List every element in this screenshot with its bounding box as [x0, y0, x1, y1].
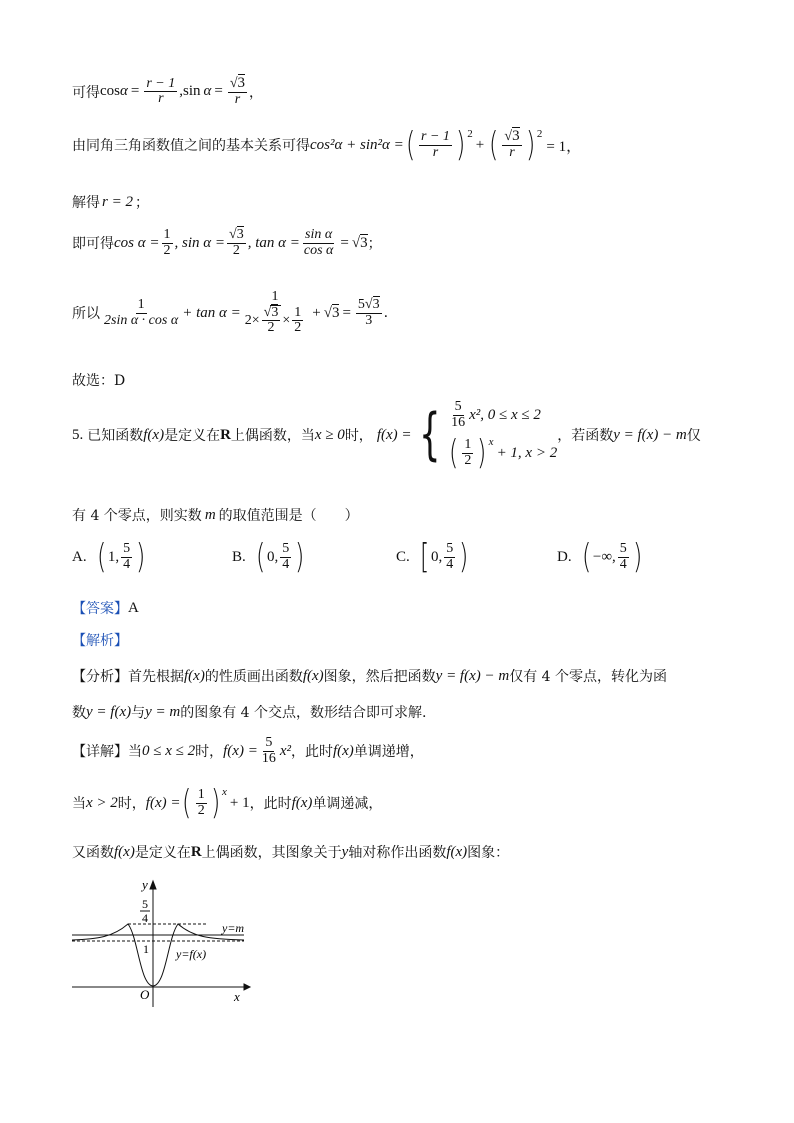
option-b[interactable]: [232, 537, 307, 577]
text: 可得: [72, 84, 100, 101]
math: =: [214, 83, 223, 100]
text: 轴对称作出函数: [348, 845, 447, 861]
piecewise: $\frac{5}{16}$ x², 0 ≤ x ≤ 2 ( $\frac{1}{2}$ ) $^x$ + 1, x > 2: [449, 399, 558, 474]
math: y = f(x) − m: [613, 426, 687, 443]
fraction: $\frac{\text{sin α}}{\text{cos α}}$: [303, 227, 334, 258]
math: R: [190, 843, 202, 860]
question-5-cont: [72, 505, 359, 525]
fraction: $\frac{r - 1}{r}$: [421, 128, 450, 160]
math: f(x): [291, 794, 313, 811]
option-label: B.: [232, 548, 246, 565]
text: 是定义在: [134, 845, 191, 861]
text: 又函数: [72, 845, 114, 861]
math: f(x): [114, 843, 135, 860]
math: x ≥ 0: [314, 426, 345, 443]
math: f(x) =: [223, 742, 258, 759]
fraction: $\frac{5}{4}$: [619, 540, 627, 572]
text: 的取值范围是（ ）: [218, 508, 359, 524]
option-label: D.: [557, 548, 572, 565]
text: 图象，然后把函数: [323, 669, 436, 685]
fraction: 1 2× $\frac{√3}{2}$ × $\frac{1}{2}$: [244, 289, 302, 336]
text: 解得: [72, 195, 100, 211]
answer-line: [72, 598, 139, 618]
text: 的图象有 4 个交点，数形结合即可求解.: [180, 705, 427, 721]
text: 单调递减，: [312, 796, 383, 812]
math: =: [130, 83, 140, 100]
math: y: [341, 843, 349, 860]
answer-value: A: [128, 599, 139, 616]
text: 数: [72, 705, 86, 721]
text: ，此时: [249, 796, 292, 812]
math: x > 2: [86, 794, 118, 811]
math: sin: [183, 83, 201, 100]
text: ；: [134, 195, 149, 211]
text: 即可得: [72, 236, 114, 253]
text: 所以: [72, 306, 100, 323]
math: f(x): [302, 667, 324, 684]
option-label: C.: [396, 548, 410, 565]
bracket: (: [255, 537, 266, 577]
bracket: ): [632, 537, 643, 577]
line-result: 所以 $\frac{1}{\text{2sin α · cos α}}$ + tan α = 1 2× $\frac{√3}{2}$ × $\frac{1}{2}$ + √3 = $\frac{5√3}{3}$ .: [72, 289, 389, 336]
math: f(x) =: [376, 426, 412, 443]
fraction: $\frac{5}{4}$: [446, 540, 454, 572]
bracket: ): [136, 537, 146, 577]
math: 0,: [267, 548, 279, 565]
label-y-fx: y=f(x): [176, 947, 207, 961]
math: , tan α =: [247, 234, 300, 251]
text: 图象：: [467, 845, 510, 861]
text: 当: [128, 744, 142, 761]
origin-label: O: [140, 987, 150, 1002]
math: ,: [179, 83, 183, 100]
text: 上偶函数，当: [230, 428, 315, 445]
line-values: 即可得 cos α = $\frac{1}{2}$ , sin α = $\frac{√3}{2}$ , tan α = $\frac{\text{sin α}}{\text{cos α}}$ = √3 ；: [72, 227, 382, 258]
option-a[interactable]: [72, 537, 147, 577]
text: 时，: [195, 744, 224, 761]
bracket: (: [96, 537, 106, 577]
text: 时，: [117, 796, 146, 812]
label-y-m: y=m: [222, 921, 245, 935]
math: =: [342, 304, 351, 321]
text: ，此时: [290, 744, 333, 761]
tick-4: 4: [142, 911, 148, 925]
fraction: $\frac{√3}{r}$: [229, 75, 246, 107]
math: r = 2: [102, 193, 133, 210]
math: =: [340, 234, 349, 251]
math: m: [204, 506, 216, 523]
math: f(x): [332, 742, 354, 759]
question-number: 5.: [72, 426, 84, 443]
analysis-label: 【解析】: [72, 633, 128, 649]
option-label: A.: [72, 548, 87, 565]
fraction: $\frac{5}{16}$: [261, 735, 276, 766]
math: x²: [279, 742, 291, 759]
option-c[interactable]: [396, 537, 471, 577]
option-d[interactable]: [557, 537, 644, 577]
text: 与: [131, 705, 146, 721]
x-label: x: [234, 989, 240, 1004]
text: 由同角三角函数值之间的基本关系可得: [72, 138, 310, 154]
detail-line-3: [72, 842, 509, 862]
bracket: ): [295, 537, 305, 577]
math: , sin α =: [174, 234, 226, 251]
function-graph: [68, 875, 258, 1015]
math: f(x): [184, 667, 205, 684]
fraction: $\frac{√3}{2}$: [229, 227, 244, 258]
curve-fx: [72, 924, 244, 986]
math: 1,: [107, 548, 120, 565]
text: 仅有 4 个零点，转化为函: [509, 669, 668, 685]
bracket: [: [419, 537, 430, 577]
text: 已知函数: [87, 428, 144, 445]
text: .: [383, 305, 389, 322]
math: α: [203, 83, 212, 100]
math: +: [475, 136, 485, 153]
analysis-line-2: [72, 702, 427, 722]
text: ，: [249, 84, 264, 101]
math: y = f(x) − m: [435, 667, 510, 684]
fraction: $\frac{1}{\text{2sin α · cos α}}$: [104, 296, 179, 328]
fraction: $\frac{5√3}{3}$: [357, 296, 380, 328]
math: = 1，: [546, 138, 582, 155]
line-identity: 由同角三角函数值之间的基本关系可得 cos²α + sin²α = ( $\frac{r - 1}{r}$ ) $^2$ + ( $\frac{√3}{r}$ ) $^2$ = 1，: [72, 125, 582, 165]
math: cos: [100, 83, 120, 100]
tick-5: 5: [142, 897, 148, 911]
math: f(x) =: [145, 794, 181, 811]
text: 时，: [344, 428, 373, 445]
line-solve-r: [72, 192, 149, 212]
line-cos-sin: [72, 76, 263, 107]
text: 首先根据: [128, 669, 184, 685]
tag: 【详解】: [72, 744, 128, 761]
math: y = m: [145, 703, 181, 720]
text: 仅: [686, 428, 701, 445]
y-axis-arrow: [150, 881, 156, 889]
math: +: [312, 304, 321, 321]
math: R: [220, 426, 231, 443]
fraction: $\frac{5}{4}$: [123, 540, 131, 572]
answer-label: 【答案】: [72, 601, 128, 617]
question-5: 5. 已知函数 f(x) 是定义在 R 上偶函数，当 x ≥ 0 时， f(x) = { $\frac{5}{16}$ x², 0 ≤ x ≤ 2 ( $\frac{1}{2}$ ) $^x$ + 1, x > 2 ，若函数 y = f(x) − m 仅: [72, 399, 701, 474]
math: cos α =: [114, 234, 160, 251]
fraction: $\frac{1}{2}$: [197, 786, 205, 818]
tag: 【分析】: [72, 669, 128, 685]
math: cos²α + sin²α =: [310, 136, 404, 153]
fraction: $\frac{√3}{r}$: [504, 128, 520, 161]
detail-line-1: [72, 736, 424, 766]
math: 0,: [431, 548, 443, 565]
math: 0 ≤ x ≤ 2: [142, 742, 196, 759]
bracket: (: [581, 537, 591, 577]
math: −∞,: [592, 548, 616, 565]
math: α: [120, 83, 128, 100]
text: 的性质画出函数: [204, 669, 303, 685]
line-choice: [72, 370, 125, 390]
math: + tan α =: [182, 304, 241, 321]
analysis-heading: [72, 630, 128, 650]
y-label: y: [142, 877, 148, 892]
analysis-line-1: [72, 666, 667, 686]
text: 单调递增，: [353, 744, 424, 761]
math: + 1: [229, 794, 250, 811]
text: 是定义在: [164, 428, 221, 445]
math: f(x): [143, 426, 165, 443]
fraction: $\frac{1}{2}$: [163, 227, 171, 258]
x-axis-arrow: [244, 984, 250, 990]
fraction: $\frac{r - 1}{r}$: [146, 75, 176, 107]
text: 当: [72, 796, 86, 812]
detail-line-2: 当 x > 2 时， f(x) = ( $\frac{1}{2}$ ) $^x$ + 1 ，此时 f(x) 单调递减，: [72, 783, 383, 823]
tick-1: 1: [143, 942, 149, 956]
math: f(x): [446, 843, 468, 860]
text: 有 4 个零点，则实数: [72, 508, 202, 524]
fraction: $\frac{5}{4}$: [282, 540, 290, 572]
text: ，若函数: [557, 428, 614, 445]
math: y = f(x): [86, 703, 132, 720]
bracket: ): [459, 537, 469, 577]
text: ；: [367, 236, 382, 253]
text: 故选：D: [72, 373, 126, 389]
text: 上偶函数，其图象关于: [201, 845, 342, 861]
